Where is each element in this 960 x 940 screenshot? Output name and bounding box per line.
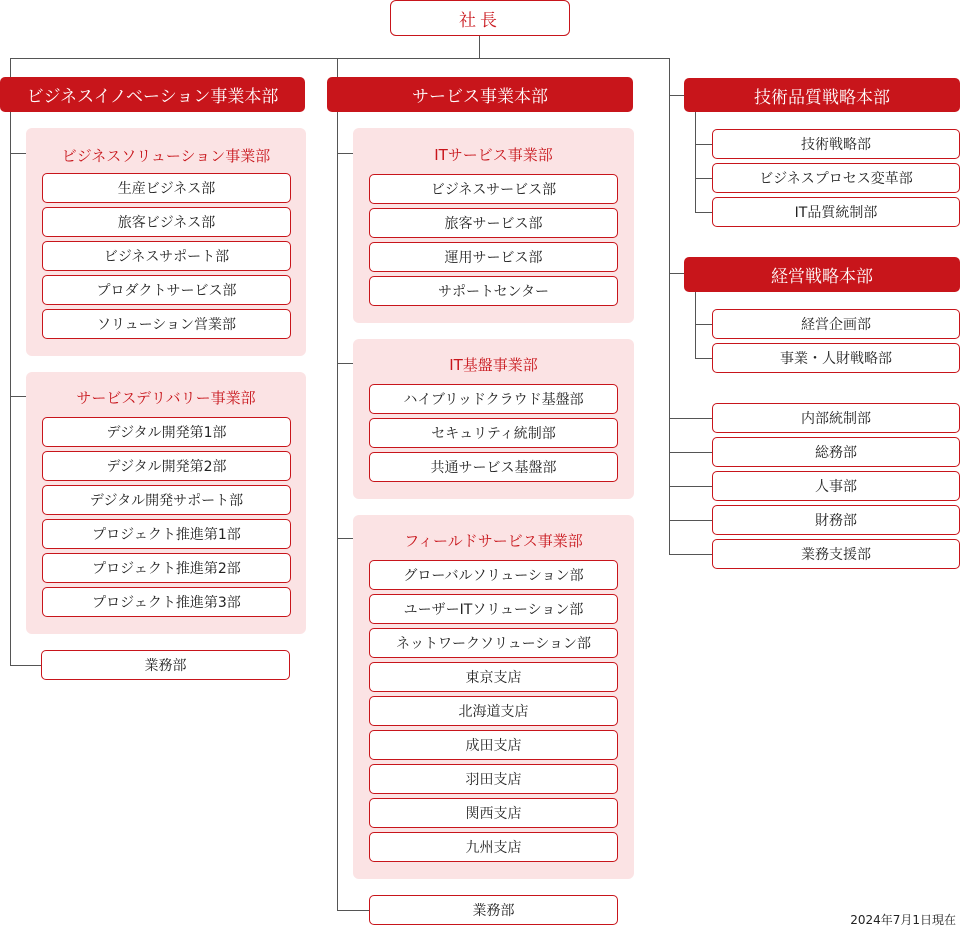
unit-box: 内部統制部 [712,403,960,433]
unit-box: 業務支援部 [712,539,960,569]
left-group1-title: ビジネスソリューション事業部 [61,147,271,165]
unit-box: ビジネスプロセス変革部 [712,163,960,193]
unit-box: 羽田支店 [369,764,618,794]
unit-box: 総務部 [712,437,960,467]
unit-box: 九州支店 [369,832,618,862]
unit-box: 生産ビジネス部 [42,173,291,203]
unit-box: 人事部 [712,471,960,501]
connector-left-office [10,665,41,666]
left-division-header: ビジネスイノベーション事業本部 [0,77,305,112]
unit-box: ハイブリッドクラウド基盤部 [369,384,618,414]
connector-left-g1 [10,153,26,154]
connector-center-trunk [337,112,338,910]
unit-box: 運用サービス部 [369,242,618,272]
unit-box: 事業・人財戦略部 [712,343,960,373]
unit-box: 東京支店 [369,662,618,692]
center-group2-title: IT基盤事業部 [449,356,538,374]
connector-center-g1 [337,153,353,154]
connector-tech-1 [695,144,712,145]
unit-box: 共通サービス基盤部 [369,452,618,482]
connector-mgmt-trunk [695,292,696,358]
center-division-header: サービス事業本部 [327,77,633,112]
unit-box: 経営企画部 [712,309,960,339]
connector-center-g3 [337,538,353,539]
connector-drop-left [10,58,11,78]
unit-box: ユーザーITソリューション部 [369,594,618,624]
unit-box: ソリューション営業部 [42,309,291,339]
unit-box: デジタル開発第1部 [42,417,291,447]
unit-box: ネットワークソリューション部 [369,628,618,658]
connector-tech-2 [695,178,712,179]
connector-drop-center [337,58,338,78]
unit-box: サポートセンター [369,276,618,306]
unit-box: プロジェクト推進第1部 [42,519,291,549]
unit-box: プロジェクト推進第3部 [42,587,291,617]
unit-box: 財務部 [712,505,960,535]
unit-box: ビジネスサポート部 [42,241,291,271]
center-group1-title: ITサービス事業部 [434,146,553,164]
unit-box: 成田支店 [369,730,618,760]
connector-direct-5 [669,554,712,555]
connector-top-bus [10,58,669,59]
connector-tech-trunk [695,112,696,212]
unit-box: セキュリティ統制部 [369,418,618,448]
connector-right-tech [669,95,684,96]
connector-right-mgmt [669,273,684,274]
connector-right-trunk [669,58,670,554]
unit-box: グローバルソリューション部 [369,560,618,590]
unit-box: 関西支店 [369,798,618,828]
connector-direct-2 [669,452,712,453]
tech-division-header: 技術品質戦略本部 [684,78,960,112]
connector-tech-3 [695,212,712,213]
unit-box: IT品質統制部 [712,197,960,227]
left-office-box: 業務部 [41,650,290,680]
unit-box: プロダクトサービス部 [42,275,291,305]
unit-box: 旅客サービス部 [369,208,618,238]
connector-direct-3 [669,486,712,487]
unit-box: 技術戦略部 [712,129,960,159]
unit-box: デジタル開発第2部 [42,451,291,481]
unit-box: デジタル開発サポート部 [42,485,291,515]
unit-box: 北海道支店 [369,696,618,726]
connector-left-trunk [10,112,11,665]
connector-left-g2 [10,396,26,397]
unit-box: ビジネスサービス部 [369,174,618,204]
center-office-box: 業務部 [369,895,618,925]
connector-direct-1 [669,418,712,419]
mgmt-division-header: 経営戦略本部 [684,257,960,292]
connector-center-office [337,910,369,911]
connector-center-g2 [337,363,353,364]
connector-root-down [479,36,480,58]
date-note: 2024年7月1日現在 [850,913,956,927]
unit-box: プロジェクト推進第2部 [42,553,291,583]
root-president-box: 社長 [390,0,570,36]
unit-box: 旅客ビジネス部 [42,207,291,237]
connector-mgmt-2 [695,358,712,359]
connector-mgmt-1 [695,324,712,325]
connector-direct-4 [669,520,712,521]
center-group3-title: フィールドサービス事業部 [404,532,583,550]
left-group2-title: サービスデリバリー事業部 [76,389,256,407]
